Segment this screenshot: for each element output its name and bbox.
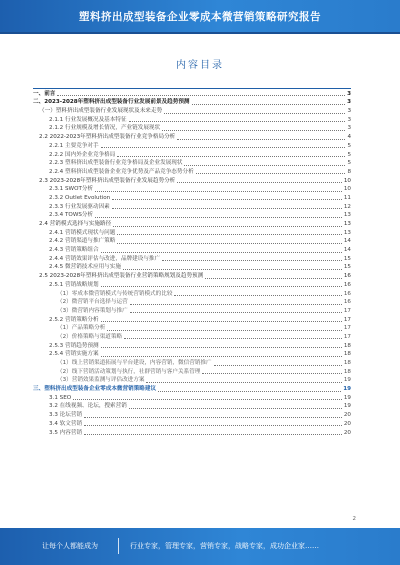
- page-number: 2: [352, 516, 356, 522]
- toc-entry-label: 2.4.4 营销效果评估与改进，品牌建设与推广: [49, 255, 161, 262]
- footer-slogan-right: 行业专家，管理专家，营销专家，战略专家，成功企业家……: [130, 542, 319, 550]
- toc-entry-label: 2.2.4 塑料挤出成型装备企业竞争优势及产品竞争态势分析: [49, 168, 194, 175]
- toc-entry-page: 19: [343, 377, 351, 384]
- toc-entry-label: 2.2.3 塑料挤出成型装备行业竞争格局及企业发展现状: [49, 160, 183, 167]
- toc-leader-dots: [107, 330, 342, 331]
- toc-entry-page: 5: [347, 160, 351, 167]
- toc-leader-dots: [146, 382, 341, 383]
- toc-entry[interactable]: [33, 106, 351, 115]
- toc-entry[interactable]: [33, 150, 351, 159]
- toc-leader-dots: [84, 434, 342, 435]
- footer-slogan-left: 让每个人都能成为: [42, 542, 98, 550]
- toc-entry-label: 2.3.4 TOWS分析: [49, 212, 94, 219]
- toc-leader-dots: [101, 321, 342, 322]
- toc-entry[interactable]: [33, 245, 351, 254]
- toc-entry-page: 18: [343, 360, 351, 366]
- toc-entry[interactable]: [33, 124, 351, 133]
- report-title: 塑料挤出成型装备企业零成本微营销策略研究报告: [79, 11, 321, 23]
- toc-entry-page: 20: [343, 412, 351, 419]
- toc-leader-dots: [112, 208, 342, 209]
- toc-entry-page: 19: [343, 394, 351, 401]
- toc-entry[interactable]: [33, 376, 351, 385]
- toc-entry-label: 二、2023-2028年塑料挤出成型装备行业发展前景及趋势预测: [33, 99, 190, 106]
- toc-heading: 内容目录: [176, 60, 224, 71]
- toc-entry-label: （2）价格策略与渠道策略: [57, 333, 123, 340]
- toc-entry[interactable]: [33, 332, 351, 341]
- toc-entry-label: 2.1.2 行业规模及增长情况，产业链发展现状: [49, 125, 161, 132]
- toc-entry-label: 2.3.1 SWOT分析: [49, 186, 94, 193]
- toc-entry[interactable]: [33, 263, 351, 272]
- toc-leader-dots: [184, 165, 345, 166]
- toc-entry-label: （1）产品策略分析: [57, 325, 106, 332]
- toc-entry-page: 17: [343, 333, 351, 340]
- toc-entry-page: 12: [343, 203, 351, 210]
- toc-entry-page: 5: [347, 142, 351, 149]
- toc-entry[interactable]: [33, 393, 351, 402]
- toc-entry[interactable]: [33, 167, 351, 176]
- toc-entry-page: 3: [347, 90, 351, 97]
- toc-leader-dots: [174, 295, 341, 296]
- toc-entry-label: 2.4.1 营销模式现状与问题: [49, 229, 116, 236]
- toc-entry-label: 2.3 2023-2028年塑料挤出成型装备行业发展趋势分析: [39, 177, 176, 184]
- toc-entry-page: 18: [343, 368, 351, 375]
- toc-entry-label: 2.3.3 行业发展驱动因素: [49, 203, 110, 210]
- toc-entry-page: 20: [343, 429, 351, 436]
- toc-entry-page: 3: [347, 99, 351, 106]
- toc-leader-dots: [101, 356, 342, 357]
- toc-leader-dots: [214, 365, 342, 366]
- toc-leader-dots: [164, 113, 345, 114]
- toc-entry[interactable]: [33, 115, 351, 124]
- toc-entry[interactable]: [33, 98, 351, 107]
- toc-entry-page: 16: [343, 290, 351, 297]
- toc-leader-dots: [129, 408, 342, 409]
- toc-entry-label: （3）微营销内容策划与推广: [57, 307, 128, 314]
- toc-leader-dots: [123, 269, 342, 270]
- toc-leader-dots: [117, 156, 345, 157]
- toc-entry-page: 16: [343, 281, 351, 288]
- footer-divider: [118, 538, 119, 554]
- toc-leader-dots: [158, 391, 341, 392]
- toc-entry[interactable]: [33, 132, 351, 141]
- toc-entry-label: 2.5.4 营销实施方案: [49, 351, 99, 358]
- toc-entry[interactable]: [33, 159, 351, 168]
- toc-leader-dots: [177, 182, 342, 183]
- toc-leader-dots: [101, 147, 346, 148]
- toc-entry-page: 13: [343, 221, 351, 227]
- toc-entry[interactable]: [33, 141, 351, 150]
- toc-entry-label: 2.5.3 营销趋势预测: [49, 342, 99, 349]
- toc-entry[interactable]: [33, 202, 351, 211]
- toc-entry-label: 一、前言: [33, 90, 56, 97]
- toc-leader-dots: [95, 217, 342, 218]
- toc-entry-label: （一）塑料挤出成型装备行业发展现状及未来走势: [39, 108, 163, 115]
- toc-leader-dots: [57, 95, 345, 96]
- toc-entry[interactable]: [33, 419, 351, 428]
- toc-leader-dots: [130, 304, 342, 305]
- report-footer: [0, 528, 400, 565]
- toc-leader-dots: [117, 243, 342, 244]
- toc-entry-page: 20: [343, 420, 351, 427]
- toc-entry-label: 3.2 在线视频、论坛，搜索营销: [49, 403, 127, 410]
- toc-leader-dots: [101, 347, 342, 348]
- toc-leader-dots: [113, 226, 342, 227]
- toc-entry-page: 17: [343, 316, 351, 323]
- toc-entry[interactable]: [33, 402, 351, 411]
- toc-entry-label: （1）零成本微营销模式与传统营销模式的比较: [57, 290, 173, 297]
- toc-entry-page: 18: [343, 351, 351, 358]
- toc-leader-dots: [124, 338, 342, 339]
- toc-leader-dots: [84, 425, 342, 426]
- toc-entry[interactable]: [33, 219, 351, 228]
- toc-entry[interactable]: [33, 315, 351, 324]
- toc-entry-label: （2）微营销平台选择与运营: [57, 299, 128, 306]
- toc-leader-dots: [202, 373, 341, 374]
- toc-entry-label: 三、塑料挤出成型装备企业零成本微营销策略建议: [33, 386, 157, 393]
- toc-leader-dots: [162, 260, 342, 261]
- toc-entry[interactable]: [33, 254, 351, 263]
- toc-leader-dots: [117, 234, 342, 235]
- toc-entry-label: 3.5 内容营销: [49, 429, 83, 436]
- toc-leader-dots: [192, 104, 346, 105]
- toc-entry-label: 2.4.2 营销渠道与推广策略: [49, 238, 116, 245]
- toc-entry-label: 2.5.1 营销战略规划: [49, 281, 99, 288]
- toc-entry[interactable]: [33, 271, 351, 280]
- toc-entry-page: 4: [347, 134, 351, 141]
- toc-leader-dots: [130, 312, 342, 313]
- toc-entry[interactable]: [33, 324, 351, 333]
- toc-entry[interactable]: [33, 211, 351, 220]
- toc-entry[interactable]: [33, 384, 351, 393]
- report-header: [0, 0, 400, 34]
- toc-entry-label: 2.4.5 微营销技术应用与实施: [49, 264, 121, 271]
- toc-entry-label: 2.1.1 行业发展概况及基本特征: [49, 116, 127, 123]
- toc-entry-label: 2.5 2023-2028年塑料挤出成型装备行业营销策略规划及趋势预测: [39, 273, 204, 280]
- toc-entry[interactable]: [33, 298, 351, 307]
- toc-leader-dots: [73, 399, 342, 400]
- toc-entry-page: 3: [347, 116, 351, 123]
- toc-entry-page: 19: [343, 386, 351, 393]
- toc-entry[interactable]: [33, 428, 351, 437]
- toc-entry-label: 2.2.2 国内外企业竞争格局: [49, 151, 116, 158]
- table-of-contents: [33, 89, 351, 437]
- toc-entry-label: （2）线下营销活动策划与执行，社群营销与客户关系管理: [57, 368, 201, 375]
- toc-entry-label: 3.4 软文营销: [49, 420, 83, 427]
- toc-leader-dots: [162, 130, 345, 131]
- toc-entry-label: 2.4 营销模式选择与实施路径: [39, 221, 112, 227]
- toc-leader-dots: [84, 417, 342, 418]
- toc-entry[interactable]: [33, 410, 351, 419]
- toc-entry-page: 8: [347, 168, 351, 175]
- toc-entry[interactable]: [33, 193, 351, 202]
- toc-entry[interactable]: [33, 176, 351, 185]
- toc-entry[interactable]: [33, 306, 351, 315]
- toc-entry-page: 3: [347, 125, 351, 132]
- toc-entry-label: （1）线上营销渠道拓展与平台建设，内容营销，微信营销推广: [57, 360, 212, 366]
- toc-entry-label: 3.3 论坛营销: [49, 412, 83, 419]
- toc-entry[interactable]: [33, 89, 351, 98]
- toc-entry-page: 14: [343, 238, 351, 245]
- toc-entry[interactable]: [33, 280, 351, 289]
- toc-entry-page: 15: [343, 255, 351, 262]
- toc-entry[interactable]: [33, 237, 351, 246]
- toc-entry-label: 2.2.1 主要竞争对手: [49, 142, 99, 149]
- toc-leader-dots: [196, 173, 346, 174]
- toc-entry-page: 5: [347, 151, 351, 158]
- toc-entry-label: 2.5.2 营销策略分析: [49, 316, 99, 323]
- toc-entry-page: 16: [343, 299, 351, 306]
- toc-entry-label: 2.3.2 Outlet Evolution: [49, 194, 111, 201]
- toc-entry-page: 10: [343, 177, 351, 184]
- toc-entry-page: 14: [343, 247, 351, 254]
- toc-entry[interactable]: [33, 367, 351, 376]
- toc-entry[interactable]: [33, 341, 351, 350]
- toc-leader-dots: [101, 252, 342, 253]
- toc-entry-label: 2.4.3 营销策略组合: [49, 247, 99, 254]
- toc-entry-label: 2.2 2022-2023年塑料挤出成型装备行业竞争格局分析: [39, 134, 176, 141]
- toc-entry-page: 13: [343, 212, 351, 219]
- toc-entry[interactable]: [33, 185, 351, 194]
- toc-entry-page: 10: [343, 186, 351, 193]
- toc-leader-dots: [129, 121, 346, 122]
- toc-entry[interactable]: [33, 289, 351, 298]
- toc-entry[interactable]: [33, 358, 351, 367]
- toc-entry-page: 16: [343, 273, 351, 280]
- toc-leader-dots: [112, 199, 342, 200]
- toc-entry-label: 3.1 SEO: [49, 394, 72, 401]
- toc-entry-page: 18: [343, 342, 351, 349]
- toc-leader-dots: [101, 286, 342, 287]
- toc-leader-dots: [205, 278, 342, 279]
- toc-entry-page: 17: [343, 307, 351, 314]
- toc-entry-page: 19: [343, 403, 351, 410]
- toc-entry-page: 3: [347, 108, 351, 115]
- toc-entry-page: 15: [343, 264, 351, 271]
- toc-entry[interactable]: [33, 228, 351, 237]
- toc-leader-dots: [95, 191, 342, 192]
- toc-entry-page: 11: [343, 194, 351, 201]
- toc-entry-page: 13: [343, 229, 351, 236]
- toc-entry-label: （3）营销效果监测与评估改进方案: [57, 377, 145, 384]
- toc-entry[interactable]: [33, 350, 351, 359]
- toc-leader-dots: [177, 139, 345, 140]
- toc-entry-page: 17: [343, 325, 351, 332]
